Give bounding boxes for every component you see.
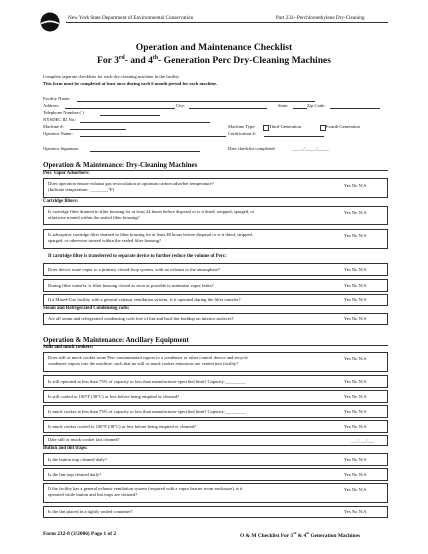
section-rule xyxy=(43,345,388,346)
date-completed-label: Date checklist completed: xyxy=(228,146,276,151)
question-text: Are all steam and refrigerated condensing coils free of lint and hard lint buildup on interior surfaces? xyxy=(48,315,234,321)
page-subtitle: For 3rd- and 4th- Generation Perc Dry-Cleaning Machines xyxy=(96,55,332,67)
question-text: condenser vapors into the machine, such that no still or muck cooker emissions are vented into facility? xyxy=(48,360,239,366)
intro-line-2: This form must be completed at least once during each 6 month period for each machine. xyxy=(43,81,218,86)
third-gen-label: Third-Generation xyxy=(269,124,302,129)
question-text: Is still operated at less than 75% of capacity or less than manufacturer-specified limit? Capacity:_________ xyxy=(48,378,246,384)
transfer-note: If cartridge filter is transferred to separate device to further reduce the volume of Perc: xyxy=(48,254,227,259)
fourth-gen-label: Fourth Generation xyxy=(326,124,360,129)
question-text: Does device route vapor to a primary closed-loop system, with no exhaust to the atmosphere? xyxy=(48,266,221,272)
question-text: operated while button and lint traps are cleaned? xyxy=(48,491,138,497)
question-text: Is muck cooker cooled to 100°F (38°C) or less before being emptied or cleaned? xyxy=(48,423,196,429)
yes-no-na-options[interactable]: Yes No N/A xyxy=(344,297,367,302)
question-text: Is the lint placed in a tightly sealed container? xyxy=(48,508,133,514)
dec-logo-icon xyxy=(40,12,60,32)
yes-no-na-options[interactable]: Yes No N/A xyxy=(344,379,367,384)
yes-no-na-options[interactable]: Yes No N/A xyxy=(344,457,367,462)
question-text: If a Mixed-Use facility with a general exhaust ventilation system, is it operated during the filter transfer? xyxy=(48,296,241,302)
question-text: Does still or muck cooker route Perc-contaminated vapors to a condenser or other control device and recycle xyxy=(48,354,248,360)
nysdec-id-label: NYSDEC ID No.: xyxy=(43,117,77,122)
section-rule xyxy=(43,170,388,171)
question-text: If the facility has a general exhaust ventilation system (required with a vapor barrier room enclosure), is it xyxy=(48,485,243,491)
facility-name-field[interactable] xyxy=(77,101,315,102)
yes-no-na-options[interactable]: Yes No N/A xyxy=(344,267,367,272)
question-text: Is cartridge filter drained in filter housing for at least 24 hours before disposal or is it dried, stripped, sparged, or xyxy=(48,208,255,214)
dec-logo xyxy=(40,12,60,32)
footer-checklist-title: O & M Checklist For 3rd & 4th Generation Machines xyxy=(240,531,360,539)
facility-name-label: Facility Name: xyxy=(43,96,71,101)
question-text: Is still cooled to 100°F (38°C) or less before being emptied or cleaned? xyxy=(48,393,179,399)
operator-name-label: Operator Name: xyxy=(43,131,73,136)
yes-no-na-options[interactable]: Yes No N/A xyxy=(344,509,367,514)
question-text: Date still or muck cooker last cleaned? xyxy=(48,437,120,442)
footer-form-number: Form 232-8 (3/2006) Page 1 of 2 xyxy=(43,531,117,537)
yes-no-na-options[interactable]: Yes No N/A xyxy=(344,316,367,321)
yes-no-na-options[interactable]: Yes No N/A xyxy=(344,472,367,477)
date-completed-field[interactable]: _____/_____/_____ xyxy=(292,146,330,151)
question-text: Does operation ensure exhaust gas recirculation at optimum carbon adsorber temperature? xyxy=(48,180,214,186)
button-lint-heading: Button and lint traps: xyxy=(43,446,88,451)
machine-no-field[interactable] xyxy=(70,129,126,130)
section-dry-cleaning-title: Operation & Maintenance: Dry-Cleaning Machines xyxy=(43,161,198,169)
operator-signature-label: Operator Signature: xyxy=(43,146,80,151)
yes-no-na-options[interactable]: Yes No N/A xyxy=(344,356,367,361)
yes-no-na-options[interactable]: Yes No N/A xyxy=(344,394,367,399)
yes-no-na-options[interactable]: Yes No N/A xyxy=(344,409,367,414)
address-field[interactable] xyxy=(65,108,175,109)
yes-no-na-options[interactable]: Yes No N/A xyxy=(344,183,367,188)
steam-coils-heading: Steam and Refrigerated Condensing coils: xyxy=(43,306,130,311)
section-ancillary-title: Operation & Maintenance: Ancillary Equipment xyxy=(43,336,189,344)
intro-line-1: Complete separate checklists for each dry-cleaning machine in the facility. xyxy=(43,74,180,79)
nysdec-id-field[interactable] xyxy=(80,122,210,123)
operator-name-field[interactable] xyxy=(80,136,226,137)
stills-heading: Stills and muck cookers: xyxy=(43,345,94,350)
machine-no-label: Machine #: xyxy=(43,124,64,129)
cartridge-filters-heading: Cartridge filters: xyxy=(43,199,79,204)
third-gen-checkbox[interactable] xyxy=(263,125,269,131)
state-field[interactable] xyxy=(293,108,307,109)
question-text: Is adsorptive cartridge filter drained in filter housing for at least 48 hours before disposal or is it dried, stripped, xyxy=(48,231,254,237)
part-label: Part 232--Perchloroethylene Dry-Cleaning xyxy=(276,15,365,21)
zip-field[interactable] xyxy=(330,108,380,109)
certification-label: Certification #: xyxy=(228,131,256,136)
yes-no-na-options[interactable]: Yes No N/A xyxy=(344,424,367,429)
telephone-field[interactable] xyxy=(100,115,160,116)
question-text: otherwise treated within the sealed filter housing? xyxy=(48,214,140,220)
city-field[interactable] xyxy=(189,108,267,109)
question-text: Is the button trap cleaned daily? xyxy=(48,456,107,462)
state-label: State: xyxy=(278,103,289,108)
telephone-label: Telephone Number:( ) xyxy=(43,110,84,115)
agency-name: New York State Department of Environmental Conservation xyxy=(68,15,194,21)
zip-label: Zip Code: xyxy=(307,103,326,108)
last-cleaned-date-field[interactable]: ___/___/___ xyxy=(351,437,375,443)
question-text: (Indicate temperature: ________°F) xyxy=(48,186,115,192)
question-text: During filter transfer, is filter housing closed as soon as possible to minimize vapor leaks? xyxy=(48,282,214,288)
yes-no-na-options[interactable]: Yes No N/A xyxy=(344,233,367,238)
question-text: Is the lint trap cleaned daily? xyxy=(48,471,102,477)
address-label: Address: xyxy=(43,103,60,108)
perc-vapor-heading: Perc Vapor Adsorbers: xyxy=(43,171,90,176)
certification-field[interactable] xyxy=(264,136,324,137)
question-text: sparged, or otherwise treated within the sealed filter housing? xyxy=(48,237,162,243)
fourth-gen-checkbox[interactable] xyxy=(320,125,326,131)
yes-no-na-options[interactable]: Yes No N/A xyxy=(344,283,367,288)
header-rule xyxy=(66,22,388,23)
question-text: Is muck cooker at less than 75% of capacity or less than manufacturer-specified limit? Capacity:_________ xyxy=(48,408,246,414)
operator-signature-field[interactable] xyxy=(90,151,200,152)
machine-type-label: Machine Type: xyxy=(228,124,256,129)
yes-no-na-options[interactable]: Yes No N/A xyxy=(344,210,367,215)
city-label: City: xyxy=(176,103,186,108)
page-title: Operation and Maintenance Checklist xyxy=(135,42,293,53)
yes-no-na-options[interactable]: Yes No N/A xyxy=(344,487,367,492)
